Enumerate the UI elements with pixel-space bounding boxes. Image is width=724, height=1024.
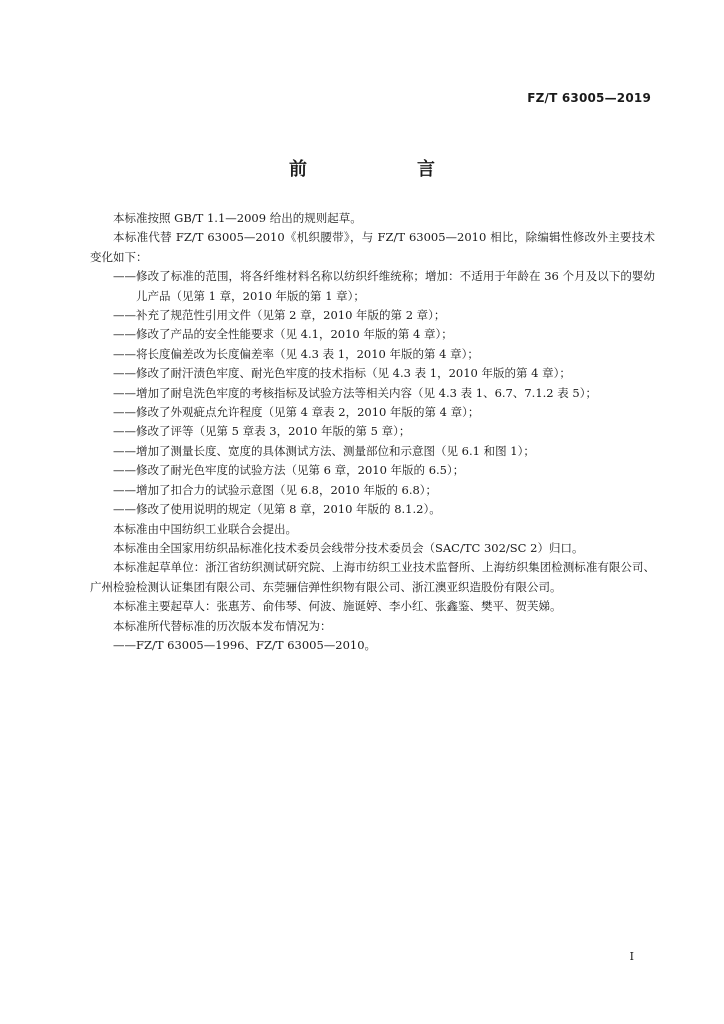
page-number: I bbox=[629, 950, 634, 963]
paragraph-history-versions: ——FZ/T 63005—1996、FZ/T 63005—2010。 bbox=[113, 637, 377, 652]
change-item: ——补充了规范性引用文件（见第 2 章，2010 年版的第 2 章）； bbox=[113, 308, 446, 323]
paragraph-committee: 本标准由全国家用纺织品标准化技术委员会线带分技术委员会（SAC/TC 302/SC 2）归口。 bbox=[113, 540, 584, 555]
paragraph-drafting-rules: 本标准按照 GB/T 1.1—2009 给出的规则起草。 bbox=[113, 211, 362, 225]
change-item: ——修改了外观疵点允许程度（见第 4 章表 2，2010 年版的第 4 章）； bbox=[113, 405, 480, 420]
change-item: ——修改了耐光色牢度的试验方法（见第 6 章，2010 年版的 6.5）； bbox=[113, 463, 465, 478]
change-item: ——增加了测量长度、宽度的具体测试方法、测量部位和示意图（见 6.1 和图 1）； bbox=[113, 443, 535, 458]
change-item: ——修改了耐汗渍色牢度、耐光色牢度的技术指标（见 4.3 表 1，2010 年版的第 4 章）； bbox=[113, 366, 571, 381]
foreword-body bbox=[90, 209, 655, 655]
paragraph-proposer: 本标准由中国纺织工业联合会提出。 bbox=[113, 521, 297, 536]
change-item: ——修改了产品的安全性能要求（见 4.1，2010 年版的第 4 章）； bbox=[113, 327, 453, 342]
paragraph-drafting-units: 本标准起草单位：浙江省纺织测试研究院、上海市纺织工业技术监督所、上海纺织集团检测标准有限公司、广州检验检测认证集团有限公司、东莞骊信弹性织物有限公司、浙江澳亚织造股份有限公司。 bbox=[90, 560, 655, 594]
change-item: ——增加了耐皂洗色牢度的考核指标及试验方法等相关内容（见 4.3 表 1、6.7、7.1.2 表 5）； bbox=[113, 385, 597, 400]
change-item: ——修改了使用说明的规定（见第 8 章，2010 年版的 8.1.2）。 bbox=[113, 502, 441, 517]
paragraph-replacement: 本标准代替 FZ/T 63005—2010《机织腰带》，与 FZ/T 63005—2010 相比，除编辑性修改外主要技术变化如下： bbox=[90, 230, 655, 264]
change-item: ——修改了评等（见第 5 章表 3，2010 年版的第 5 章）； bbox=[113, 424, 411, 439]
paragraph-drafters: 本标准主要起草人：张惠芳、俞伟琴、何波、施诞婷、李小红、张鑫鉴、樊平、贺芙娣。 bbox=[113, 599, 562, 614]
standard-code: FZ/T 63005—2019 bbox=[527, 91, 651, 105]
change-item: ——修改了标准的范围，将各纤维材料名称以纺织纤维统称；增加：不适用于年龄在 36 个月及以下的婴幼儿产品（见第 1 章，2010 年版的第 1 章）； bbox=[113, 269, 655, 303]
change-item: ——将长度偏差改为长度偏差率（见 4.3 表 1，2010 年版的第 4 章）； bbox=[113, 346, 479, 361]
paragraph-history-intro: 本标准所代替标准的历次版本发布情况为： bbox=[113, 618, 332, 633]
page-title: 前 言 bbox=[289, 159, 481, 180]
change-item: ——增加了扣合力的试验示意图（见 6.8，2010 年版的 6.8）； bbox=[113, 482, 438, 497]
